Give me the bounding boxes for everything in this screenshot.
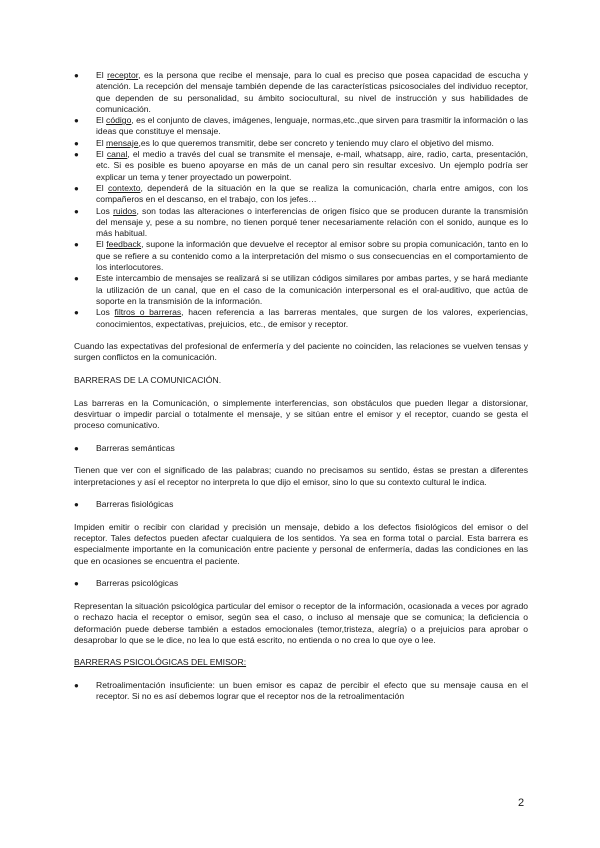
bullet-icon: ● — [74, 116, 79, 126]
paragraph-psicologicas: Representan la situación psicológica particular del emisor o receptor de la información, ocasionada a veces por agrado o rechazo hacia el receptor o emisor, según sea el caso, o incluso al mensaje que se comunica; la deficiencia o deformación puede deberse también a estados emocionales (temor,tristeza, alegría) o a prejuicios para aprobar o desaprobar lo que se le dice, no lea lo que está escrito, no entienda o no crea lo que oye o lee. — [74, 600, 528, 645]
bullet-icon: ● — [74, 183, 79, 193]
subheading-psicologicas: ● Barreras psicológicas — [74, 578, 179, 589]
paragraph-expectativas: Cuando las expectativas del profesional de enfermería y del paciente no coinciden, las relaciones se vuelven tensas y surgen conflictos en la comunicación. — [74, 341, 528, 363]
paragraph-barreras: Las barreras en la Comunicación, o simplemente interferencias, son obstáculos que pueden llegar a distorsionar, desvirtuar o impedir parcial o totalmente el mensaje, y se sitúan entre el emisor y el receptor, cuando se gesta el proceso comunicativo. — [74, 397, 528, 431]
list-item: ● El receptor, es la persona que recibe el mensaje, para lo cual es preciso que posea capacidad de escucha y atención. La recepción del mensaje también depende de las características psicosociales del individuo receptor, que dependen de su personalidad, su ámbito sociocultural, su nivel de instrucción y sus habilidades de comunicación. — [74, 70, 528, 114]
subheading-semanticas: ● Barreras semánticas — [74, 442, 175, 453]
bullet-icon: ● — [74, 681, 79, 691]
bullet-icon: ● — [74, 71, 79, 80]
list-item: ● El mensaje,es lo que queremos transmitir, debe ser concreto y teniendo muy claro el objetivo del mismo. — [74, 137, 494, 148]
term-feedback: feedback — [106, 239, 142, 250]
term-ruidos: ruidos — [113, 205, 137, 216]
term-mensaje: mensaje — [106, 137, 139, 148]
bullet-icon: ● — [74, 240, 79, 250]
heading-emisor: BARRERAS PSICOLÓGICAS DEL EMISOR: — [74, 657, 247, 668]
bullet-icon: ● — [74, 579, 79, 589]
term-contexto: contexto — [107, 182, 141, 193]
list-item: ● El feedback, supone la información que devuelve el receptor al emisor sobre su propia comunicación, tanto en lo que se refiere a su contenido como a la interpretación del mismo o sus consecuencias en el comportamiento de los interlocutores. — [74, 239, 529, 273]
term-codigo: código — [106, 115, 132, 126]
page-content — [74, 70, 528, 703]
list-item-retroalimentacion: ● Retroalimentación insuficiente: un buen emisor es capaz de percibir el efecto que su mensaje causa en el receptor. Si no es así debemos lograr que el receptor nos de la retroalimentación — [74, 680, 528, 702]
page-number: 2 — [518, 797, 525, 809]
elements-list — [74, 70, 528, 330]
list-item: ● Los ruidos, son todas las alteraciones o interferencias de origen físico que se producen durante la transmisión del mensaje y, pese a su nombre, no tienen porqué tener necesariamente relación con el sonido, aunque es lo más habitual. — [74, 205, 528, 239]
term-filtros: filtros o barreras — [114, 307, 182, 318]
list-item: ● El código, es el conjunto de claves, imágenes, lenguaje, normas,etc.,que sirven para trasmitir la información o las ideas que constituye el mensaje. — [74, 115, 529, 137]
list-item: ● El contexto, dependerá de la situación en la que se realiza la comunicación, charla entre amigos, con los compañeros en el descanso, en el trabajo, con los jefes… — [74, 182, 528, 205]
bullet-icon: ● — [74, 274, 79, 284]
list-item: ● El canal, el medio a través del cual se transmite el mensaje, e-mail, whatsapp, aire, radio, carta, presentación, etc. Si es posible es bueno apoyarse en más de un canal pero sin resultar excesivo. Un ejemplo podría ser explicar un tema y tener proyectado un powerpoint. — [74, 149, 529, 182]
bullet-icon: ● — [74, 150, 79, 160]
bullet-icon: ● — [74, 206, 79, 216]
term-canal: canal — [106, 149, 128, 160]
bullet-icon: ● — [74, 138, 79, 148]
term-receptor: receptor — [107, 70, 139, 80]
subheading-fisiologicas: ● Barreras fisiológicas — [74, 499, 174, 510]
heading-barreras: BARRERAS DE LA COMUNICACIÓN. — [74, 375, 222, 386]
bullet-icon: ● — [74, 308, 79, 318]
list-item: ● Este intercambio de mensajes se realizará si se utilizan códigos similares por ambas partes, y se hará mediante la utilización de un canal, que en el caso de la comunicación interpersonal es el oral-auditivo, que actúa de soporte en la transmisión de la información. — [74, 273, 528, 306]
paragraph-semanticas: Tienen que ver con el significado de las palabras; cuando no precisamos su sentido, éstas se prestan a diferentes interpretaciones y así el receptor no interpreta lo que dijo el emisor, sino lo que su contexto cultural le indica. — [74, 465, 528, 487]
paragraph-fisiologicas: Impiden emitir o recibir con claridad y precisión un mensaje, debido a los defectos fisiológicos del emisor o del receptor. Tales defectos pueden afectar cualquiera de los sentidos. Ya sea en forma total o parcial. Esta barrera es especialmente importante en la comunicación entre paciente y personal de enfermería, dadas las condiciones en las que en ocasiones se encuentra el paciente. — [74, 521, 528, 566]
list-item: ● Los filtros o barreras, hacen referencia a las barreras mentales, que surgen de los valores, experiencias, conocimientos, expectativas, prejuicios, etc., de emisor y receptor. — [74, 307, 528, 329]
bullet-icon: ● — [74, 500, 79, 510]
bullet-icon: ● — [74, 443, 79, 453]
